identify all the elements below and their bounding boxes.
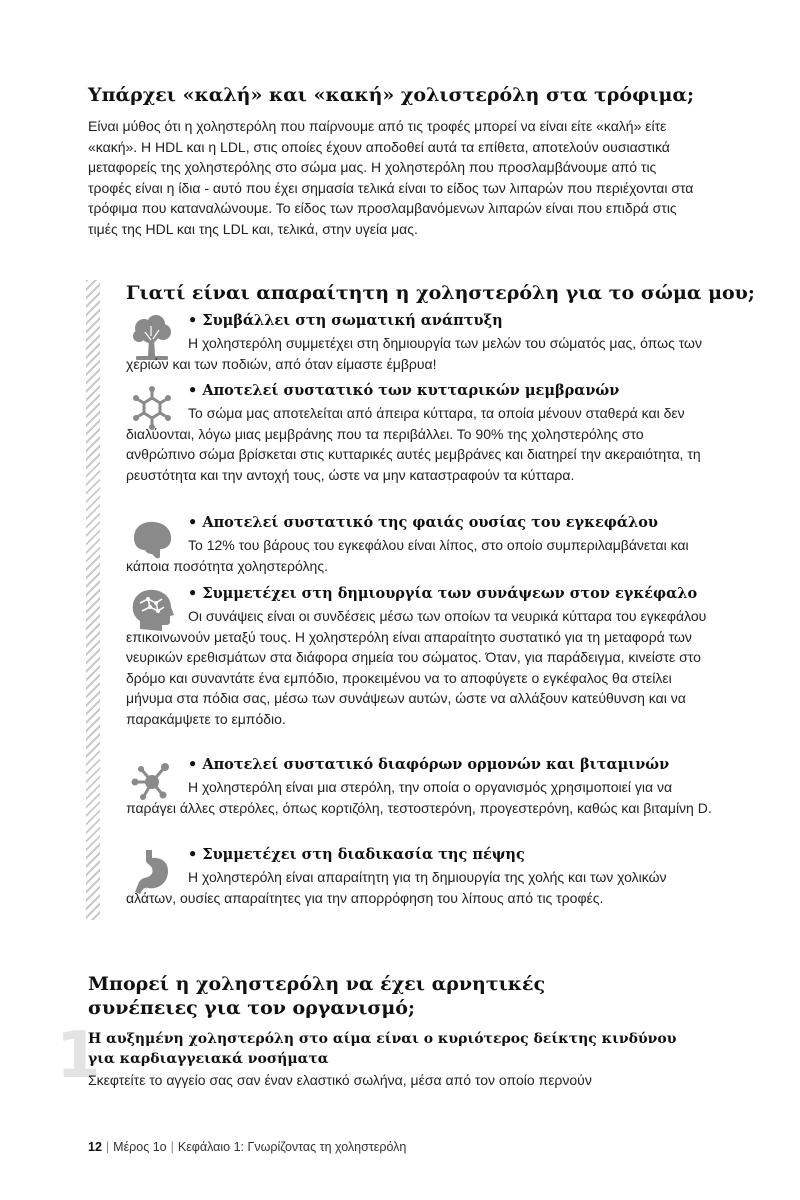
benefit-body: Οι συνάψεις είναι οι συνδέσεις μέσω των οποίων τα νευρικά κύτταρα του εγκεφάλου επικοινωνούν μεταξύ τους. Η χοληστερόλη είναι απαραίτητο συστατικό για τη μεταφορά των νευρικών ερεθισμάτων στα διάφορα σημεία του σώματος. Όταν, για παράδειγμα, κινείστε στο δρόμο και συναντάτε ένα εμπόδιο, προκειμένου να το αποφύγετε ο εγκέφαλος θα στείλει μήνυμα στα πόδια σας, μέσω των συνάψεων αυτών, ώστε να αλλάξουν κατεύθυνση και να παρακάμψετε το εμπόδιο. bbox=[126, 608, 707, 727]
benefit-title: • Συμμετέχει στη δημιουργία των συνάψεων στον εγκέφαλο bbox=[188, 585, 698, 602]
page-number: 12 bbox=[88, 1140, 102, 1154]
footer-part: Μέρος 1ο bbox=[113, 1140, 167, 1154]
benefit-body: Η χοληστερόλη είναι απαραίτητη για τη δημιουργία της χολής και των χολικών αλάτων, ουσίες απαραίτητες για την απορρόφηση του λίπους από τις τροφές. bbox=[126, 869, 667, 906]
benefit-title: • Αποτελεί συστατικό της φαιάς ουσίας του εγκεφάλου bbox=[188, 514, 658, 531]
sidebar-stripe bbox=[86, 280, 100, 920]
benefit-body: Το σώμα μας αποτελείται από άπειρα κύτταρα, τα οποία μένουν σταθερά και δεν διαλύονται, λόγω μιας μεμβράνης που τα περιβάλλει. Το 90% της χοληστερόλης στο ανθρώπινο σώμα βρίσκεται στις κυτταρικές αυτές μεμβράνες και διατηρεί την ακεραιότητα, τη ρευστότητα και την αντοχή τους, ώστε να μην καταστραφούν τα κύτταρα. bbox=[126, 405, 701, 483]
benefit-title: • Συμμετέχει στη διαδικασία της πέψης bbox=[188, 846, 525, 863]
negative-heading: Μπορεί η χοληστερόλη να έχει αρνητικές συνέπειες για τον οργανισμό; bbox=[88, 973, 546, 1019]
benefit-body: Η χοληστερόλη είναι μια στερόλη, την οποία ο οργανισμός χρησιμοποιεί για να παράγει άλλες στερόλες, όπως κορτιζόλη, τεστοστερόνη, προγεστερόνη, καθώς και βιταμίνη D. bbox=[126, 779, 712, 816]
chapter-number: 1 bbox=[56, 1019, 101, 1093]
benefit-title: • Συμβάλλει στη σωματική ανάπτυξη bbox=[188, 312, 503, 329]
benefit-title: • Αποτελεί συστατικό διαφόρων ορμονών και βιταμινών bbox=[188, 756, 670, 773]
page-footer: 12 | Μέρος 1ο | Κεφάλαιο 1: Γνωρίζοντας τη χοληστερόλη bbox=[88, 1140, 407, 1154]
footer-chapter: Κεφάλαιο 1: Γνωρίζοντας τη χοληστερόλη bbox=[177, 1140, 407, 1154]
benefit-body: Η χοληστερόλη συμμετέχει στη δημιουργία των μελών του σώματός μας, όπως των χεριών και των ποδιών, από όταν είμαστε έμβρυα! bbox=[126, 335, 702, 372]
benefit-body: Το 12% του βάρους του εγκεφάλου είναι λίπος, στο οποίο συμπεριλαμβάνεται και κάποια ποσότητα χοληστερόλης. bbox=[126, 537, 689, 574]
intro-paragraph: Είναι μύθος ότι η χοληστερόλη που παίρνουμε από τις τροφές μπορεί να είναι είτε «καλή» είτε «κακή». Η HDL και η LDL, στις οποίες έχουν αποδοθεί αυτά τα επίθετα, αποτελούν ουσιαστικά μεταφορείς της χοληστερόλης στο σώμα μας. Η χοληστερόλη που προσλαμβάνουμε από τις τροφές είναι η ίδια - αυτό που έχει σημασία τελικά είναι το είδος των λιπαρών που περιέχονται στα τρόφιμα που καταναλώνουμε. Το είδος των προσλαμβανόμενων λιπαρών είναι που επιδρά στις τιμές της HDL και της LDL και, τελικά, στην υγεία μας. bbox=[88, 118, 694, 237]
negative-subheading: Η αυξημένη χοληστερόλη στο αίμα είναι ο κυριότερος δείκτης κινδύνου για καρδιαγγειακά νοσήματα bbox=[88, 1031, 677, 1067]
benefit-title: • Αποτελεί συστατικό των κυτταρικών μεμβρανών bbox=[188, 382, 620, 399]
intro-heading: Υπάρχει «καλή» και «κακή» χολιστερόλη στα τρόφιμα; bbox=[88, 84, 695, 106]
box-heading: Γιατί είναι απαραίτητη η χοληστερόλη για το σώμα μου; bbox=[126, 282, 755, 304]
negative-paragraph: Σκεφτείτε το αγγείο σας σαν έναν ελαστικό σωλήνα, μέσα από τον οποίο περνούν bbox=[88, 1072, 592, 1088]
